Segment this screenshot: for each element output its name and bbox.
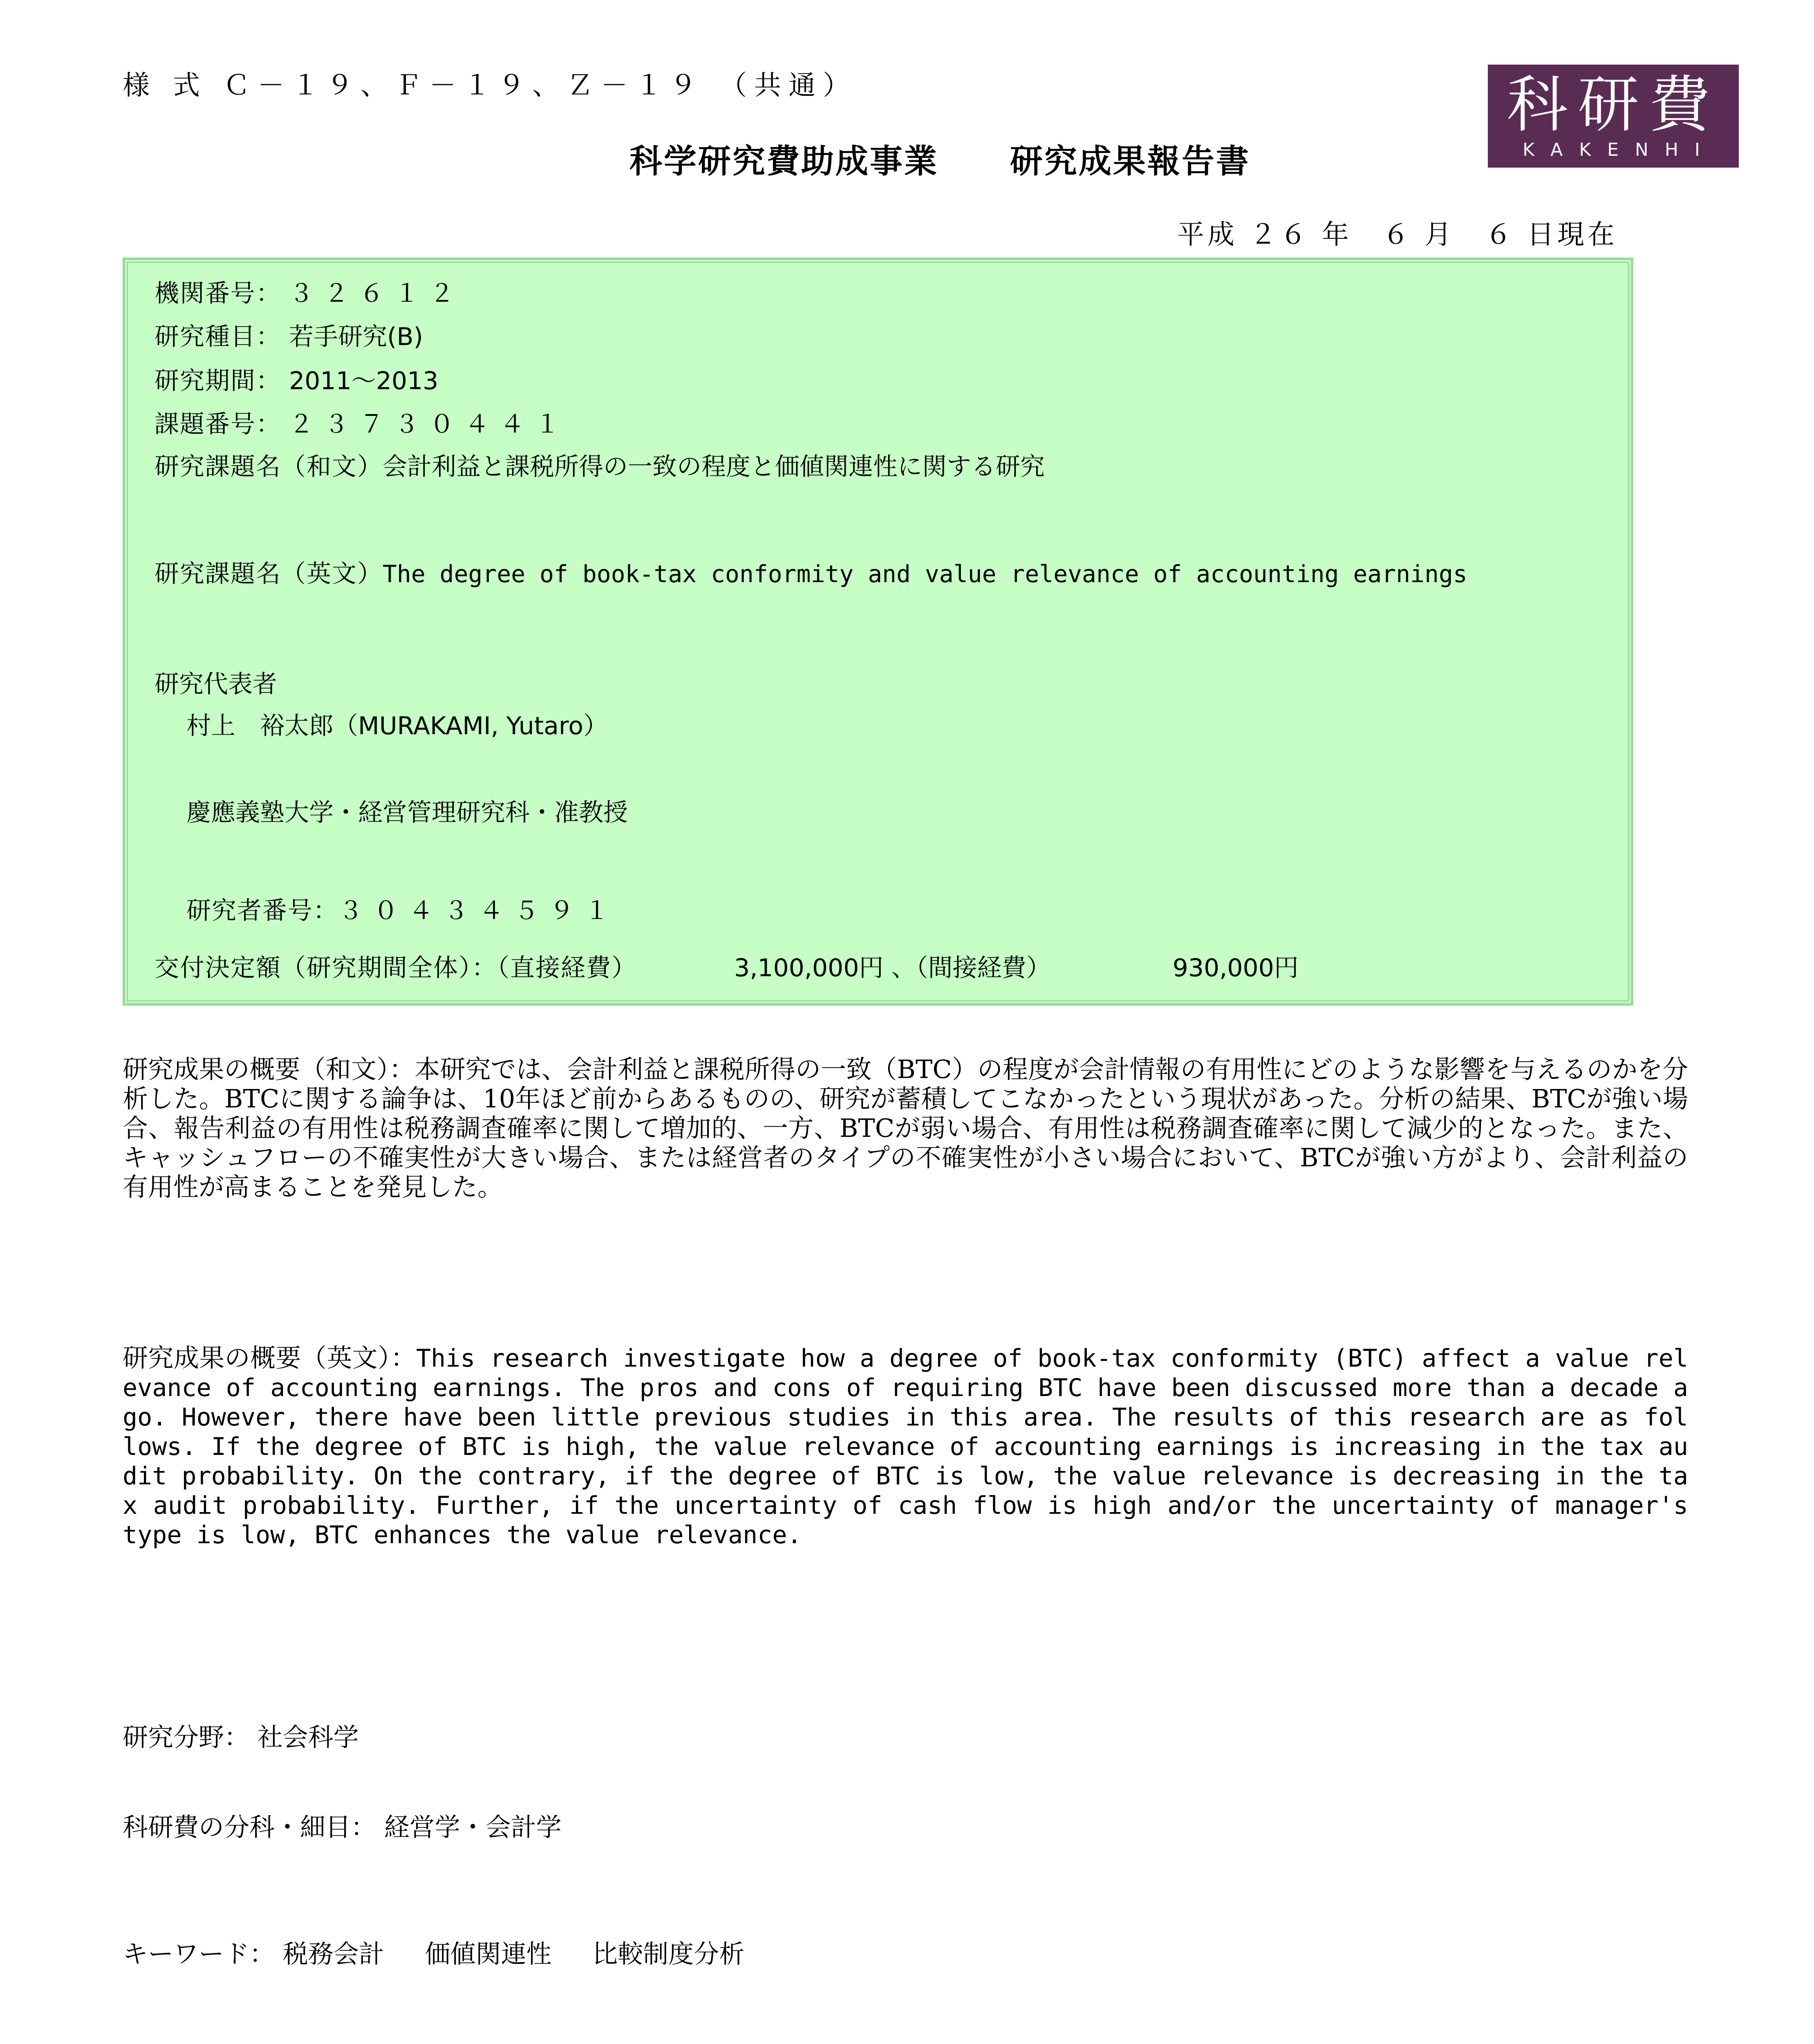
pi-label: 研究代表者: [155, 670, 277, 699]
institution-number: ３２６１２: [289, 279, 465, 308]
title-ja-label: 研究課題名（和文）: [155, 453, 383, 481]
pi-affiliation: 慶應義塾大学・経営管理研究科・准教授: [186, 798, 628, 827]
category-label: 研究種目：: [155, 323, 281, 351]
keywords-row: [123, 1934, 777, 1970]
logo-kanji: 科研費: [1506, 69, 1720, 141]
title-en-value: The degree of book-tax conformity and value relevance of accounting earnings: [383, 560, 1467, 588]
document-title: [629, 135, 1250, 182]
grant-label: 交付決定額（研究期間全体）：（直接経費）: [155, 954, 637, 982]
keyword-item: 比較制度分析: [592, 1939, 745, 1969]
period-value: 2011～2013: [289, 367, 439, 395]
category-value: 若手研究(B): [289, 323, 423, 351]
summary-en-text: This research investigate how a degree of book-tax conformity (BTC) affect a value relevance of accounting earnings. The pros and cons of requiring BTC have been discussed more than a decade ago. However, there have been little previous studies in this area. The results of this research are as follows. If the degree of BTC is high, the value relevance of accounting earnings is increasing in the tax audit probability. On the contrary, if the degree of BTC is low, the value relevance is decreasing in the tax audit probability. Further, if the uncertainty of cash flow is high and/or the uncertainty of manager's type is low, BTC enhances the value relevance.: [123, 1344, 1688, 1549]
period-label: 研究期間：: [155, 367, 281, 395]
institution-label: 機関番号：: [155, 279, 281, 308]
form-identifier: 様 式 Ｃ－１９、Ｆ－１９、Ｚ－１９ （共通）: [123, 69, 857, 101]
grant-indirect-label: 、（間接経費）: [891, 954, 1051, 982]
title-en-label: 研究課題名（英文）: [155, 560, 383, 588]
project-number-row: [155, 405, 570, 440]
researcher-number-row: [186, 891, 620, 926]
researcher-number-label: 研究者番号：: [186, 896, 338, 925]
program-name: 科学研究費助成事業: [629, 142, 938, 180]
summary-english: [123, 1343, 1688, 1550]
period-row: [155, 361, 438, 397]
pi-name: 村上 裕太郎（MURAKAMI, Yutaro）: [186, 712, 608, 740]
summary-en-label: 研究成果の概要（英文）：: [123, 1343, 416, 1373]
institution-row: [155, 274, 465, 309]
subfield-row: [123, 1807, 562, 1843]
keywords-label: キーワード：: [123, 1939, 275, 1969]
research-field-label: 研究分野：: [123, 1722, 250, 1752]
subfield-value: 経営学・会計学: [384, 1812, 562, 1842]
report-date: 平成 ２６ 年 ６ 月 ６ 日現在: [1177, 219, 1618, 250]
project-number-label: 課題番号：: [155, 410, 281, 439]
summary-ja-label: 研究成果の概要（和文）：: [123, 1054, 415, 1084]
grant-row: [155, 948, 1299, 984]
summary-japanese: [123, 1055, 1688, 1202]
title-en-row: [155, 554, 1467, 589]
title-ja-value: 会計利益と課税所得の一致の程度と価値関連性に関する研究: [383, 453, 1045, 481]
researcher-number: ３０４３４５９１: [338, 896, 620, 925]
summary-ja-text: 本研究では、会計利益と課税所得の一致（BTC）の程度が会計情報の有用性にどのような影響を与えるのかを分析した。BTCに関する論争は、10年ほど前からあるものの、研究が蓄積してこなかったという現状があった。分析の結果、BTCが強い場合、報告利益の有用性は税務調査確率に関して増加的、一方、BTCが弱い場合、有用性は税務調査確率に関して減少的となった。また、キャッシュフローの不確実性が大きい場合、または経営者のタイプの不確実性が小さい場合において、BTCが強い方がより、会計利益の有用性が高まることを発見した。: [123, 1054, 1688, 1202]
kakenhi-logo: [1488, 65, 1739, 168]
keyword-item: 価値関連性: [425, 1939, 552, 1969]
subfield-label: 科研費の分科・細目：: [123, 1812, 376, 1842]
category-row: [155, 317, 423, 352]
grant-direct-amount: 3,100,000円: [734, 954, 884, 982]
project-info-box: [123, 258, 1633, 1006]
project-number: ２３７３０４４１: [289, 410, 571, 439]
research-field-row: [123, 1717, 359, 1753]
logo-roman: KAKENHI: [1523, 139, 1716, 160]
research-field-value: 社会科学: [257, 1722, 359, 1752]
keyword-item: 税務会計: [282, 1939, 384, 1969]
report-name: 研究成果報告書: [1010, 142, 1250, 180]
title-ja-row: [155, 447, 1045, 482]
grant-indirect-amount: 930,000円: [1172, 954, 1299, 982]
